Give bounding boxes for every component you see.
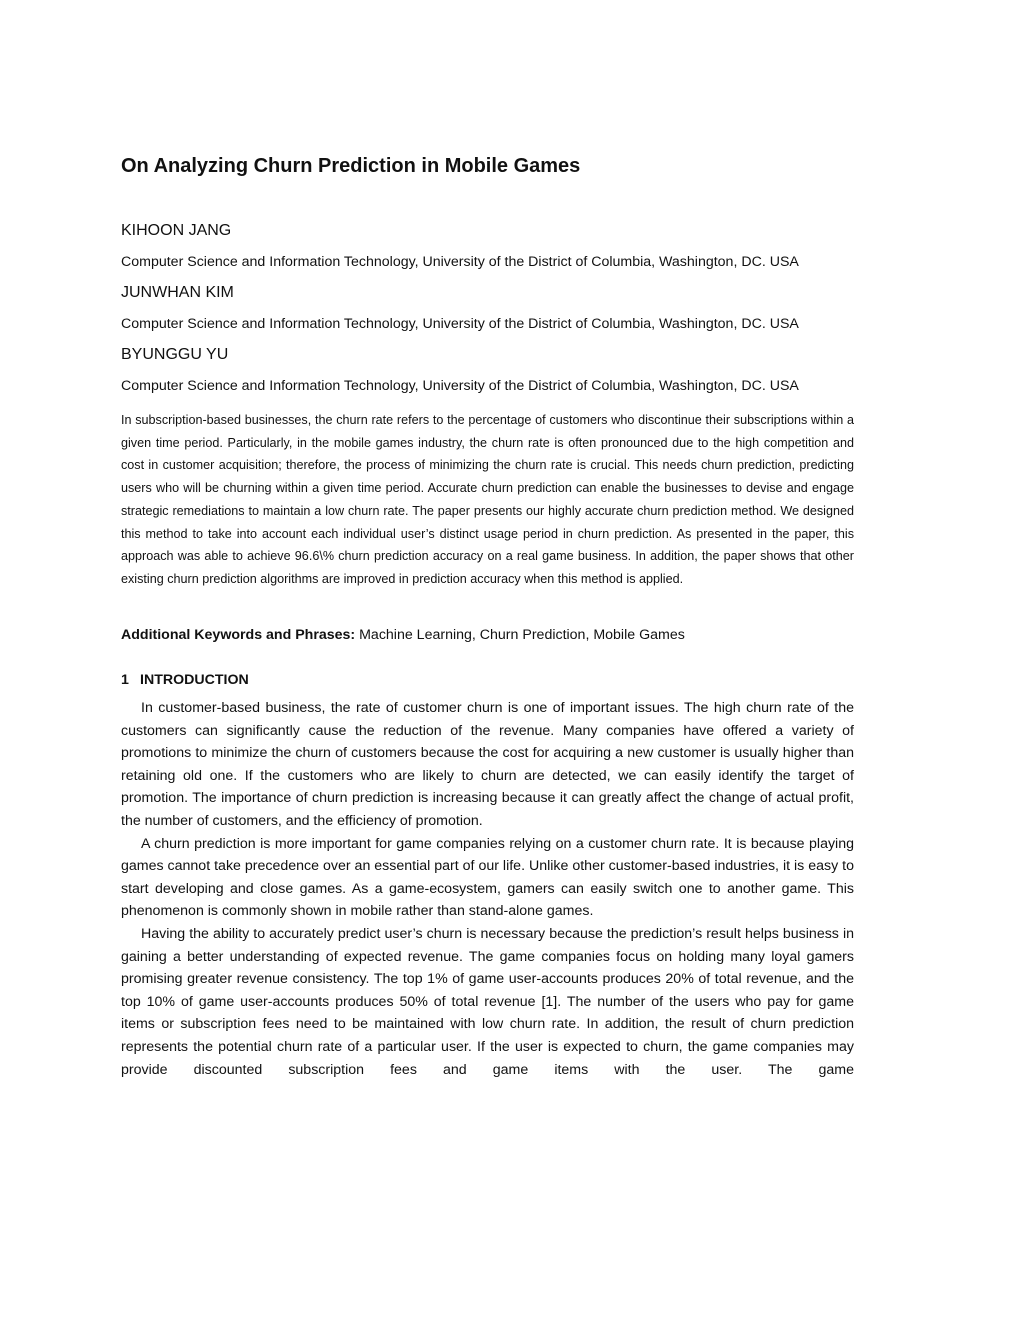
section-title: INTRODUCTION xyxy=(140,672,249,688)
body-paragraph: A churn prediction is more important for game companies relying on a customer churn rate. It is because playing games cannot take precedence over an essential part of our life. Unlike other customer-based industries, it is easy to start developing and close games. As a game-ecosystem, gamers can easily switch one to another game. This phenomenon is commonly shown in mobile rather than stand-alone games. xyxy=(121,835,854,920)
author-affiliation: Computer Science and Information Technology, University of the District of Columbia, Washington, DC. USA xyxy=(121,254,799,270)
section-number: 1 xyxy=(121,672,129,688)
section-body xyxy=(121,697,854,1081)
section-heading xyxy=(121,670,249,690)
author-name: KIHOON JANG xyxy=(121,222,232,239)
author-name: JUNWHAN KIM xyxy=(121,284,234,301)
paper-title: On Analyzing Churn Prediction in Mobile Games xyxy=(121,155,581,177)
keywords xyxy=(121,625,685,645)
body-paragraph: Having the ability to accurately predict user’s churn is necessary because the prediction’s result helps business in gaining a better understanding of expected revenue. The game companies focus on holding many loyal gamers promising greater revenue consistency. The top 1% of game user-accounts produces 20% of total revenue, and the top 10% of game user-accounts produces 50% of total revenue [1]. The number of the users who pay for game items or subscription fees need to be maintained with low churn rate. In addition, the result of churn prediction represents the potential churn rate of a particular user. If the user is expected to churn, the game companies may provide discounted subscription fees and game items with the user. The game xyxy=(121,925,854,1078)
author-affiliation: Computer Science and Information Technology, University of the District of Columbia, Washington, DC. USA xyxy=(121,316,799,332)
keywords-text: Machine Learning, Churn Prediction, Mobile Games xyxy=(359,627,685,643)
body-paragraph: In customer-based business, the rate of customer churn is one of important issues. The high churn rate of the customers can significantly cause the reduction of the revenue. Many companies have offered a variety of promotions to minimize the churn of customers because the cost for acquiring a new customer is usually higher than retaining old one. If the customers who are likely to churn are detected, we can easily identify the target of promotion. The importance of churn prediction is increasing because it can greatly affect the change of actual profit, the number of customers, and the efficiency of promotion. xyxy=(121,700,854,829)
author-affiliation: Computer Science and Information Technology, University of the District of Columbia, Washington, DC. USA xyxy=(121,378,799,394)
keywords-label: Additional Keywords and Phrases: xyxy=(121,627,356,643)
abstract: In subscription-based businesses, the churn rate refers to the percentage of customers who discontinue their subscriptions within a given time period. Particularly, in the mobile games industry, the churn rate is often pronounced due to the high competition and cost in customer acquisition; therefore, the process of minimizing the churn rate is crucial. This needs churn prediction, predicting users who will be churning within a given time period. Accurate churn prediction can enable the businesses to devise and engage strategic remediations to maintain a low churn rate. The paper presents our highly accurate churn prediction method. We designed this method to take into account each individual user’s distinct usage period in churn prediction. As presented in the paper, this approach was able to achieve 96.6\% churn prediction accuracy on a real game business. In addition, the paper shows that other existing churn prediction algorithms are improved in prediction accuracy when this method is applied. xyxy=(121,413,854,586)
author-name: BYUNGGU YU xyxy=(121,346,229,363)
